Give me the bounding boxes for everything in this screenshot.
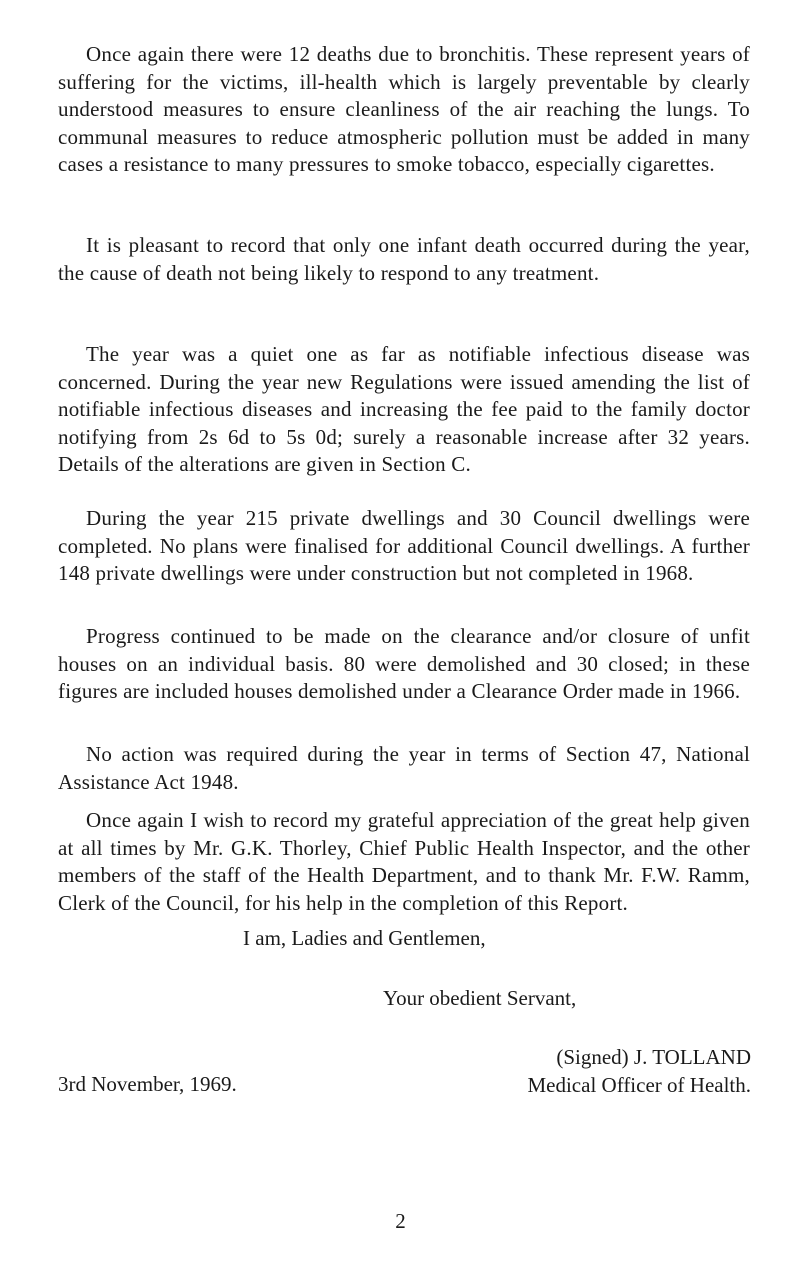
paragraph-infectious-disease: The year was a quiet one as far as notifiable infectious disease was concerned. During the year new Regulations were issued amending the list of notifiable infectious diseases and increasing the fee paid to the family doctor notifying from 2s 6d to 5s 0d; surely a reasonable increase after 32 years. Details of the alterations are given in Section C. [58, 342, 750, 476]
paragraph-appreciation: Once again I wish to record my grateful appreciation of the great help given at all times by Mr. G.K. Thorley, Chief Public Health Inspector, and the other members of the staff of the Health Department, and to thank Mr. F.W. Ramm, Clerk of the Council, for his help in the completion of this Report. [58, 808, 750, 915]
signature: (Signed) J. TOLLAND [556, 1045, 751, 1069]
paragraph-bronchitis: Once again there were 12 deaths due to bronchitis. These represent years of suffering for the victims, ill-health which is largely preventable by clearly understood measures to ensure cleanliness of the air reaching the lungs. To communal measures to reduce atmospheric pollution must be added in many cases a resistance to many pressures to smoke tobacco, especially cigarettes. [58, 42, 750, 176]
valediction: Your obedient Servant, [383, 986, 577, 1010]
page-number: 2 [395, 1209, 406, 1233]
salutation: I am, Ladies and Gentlemen, [243, 926, 486, 950]
paragraph-infant-death: It is pleasant to record that only one infant death occurred during the year, the cause of death not being likely to respond to any treatment. [58, 233, 750, 285]
paragraph-national-assistance: No action was required during the year in terms of Section 47, National Assistance Act 1948. [58, 742, 750, 794]
signatory-title: Medical Officer of Health. [527, 1072, 751, 1097]
paragraph-dwellings: During the year 215 private dwellings and 30 Council dwellings were completed. No plans were finalised for additional Council dwellings. A further 148 private dwellings were under construction but not completed in 1968. [58, 506, 750, 585]
report-date: 3rd November, 1969. [58, 1072, 237, 1096]
signature-block [527, 1044, 751, 1099]
paragraph-clearance: Progress continued to be made on the clearance and/or closure of unfit houses on an individual basis. 80 were demolished and 30 closed; in these figures are included houses demolished under a Clearance Order made in 1966. [58, 624, 750, 703]
